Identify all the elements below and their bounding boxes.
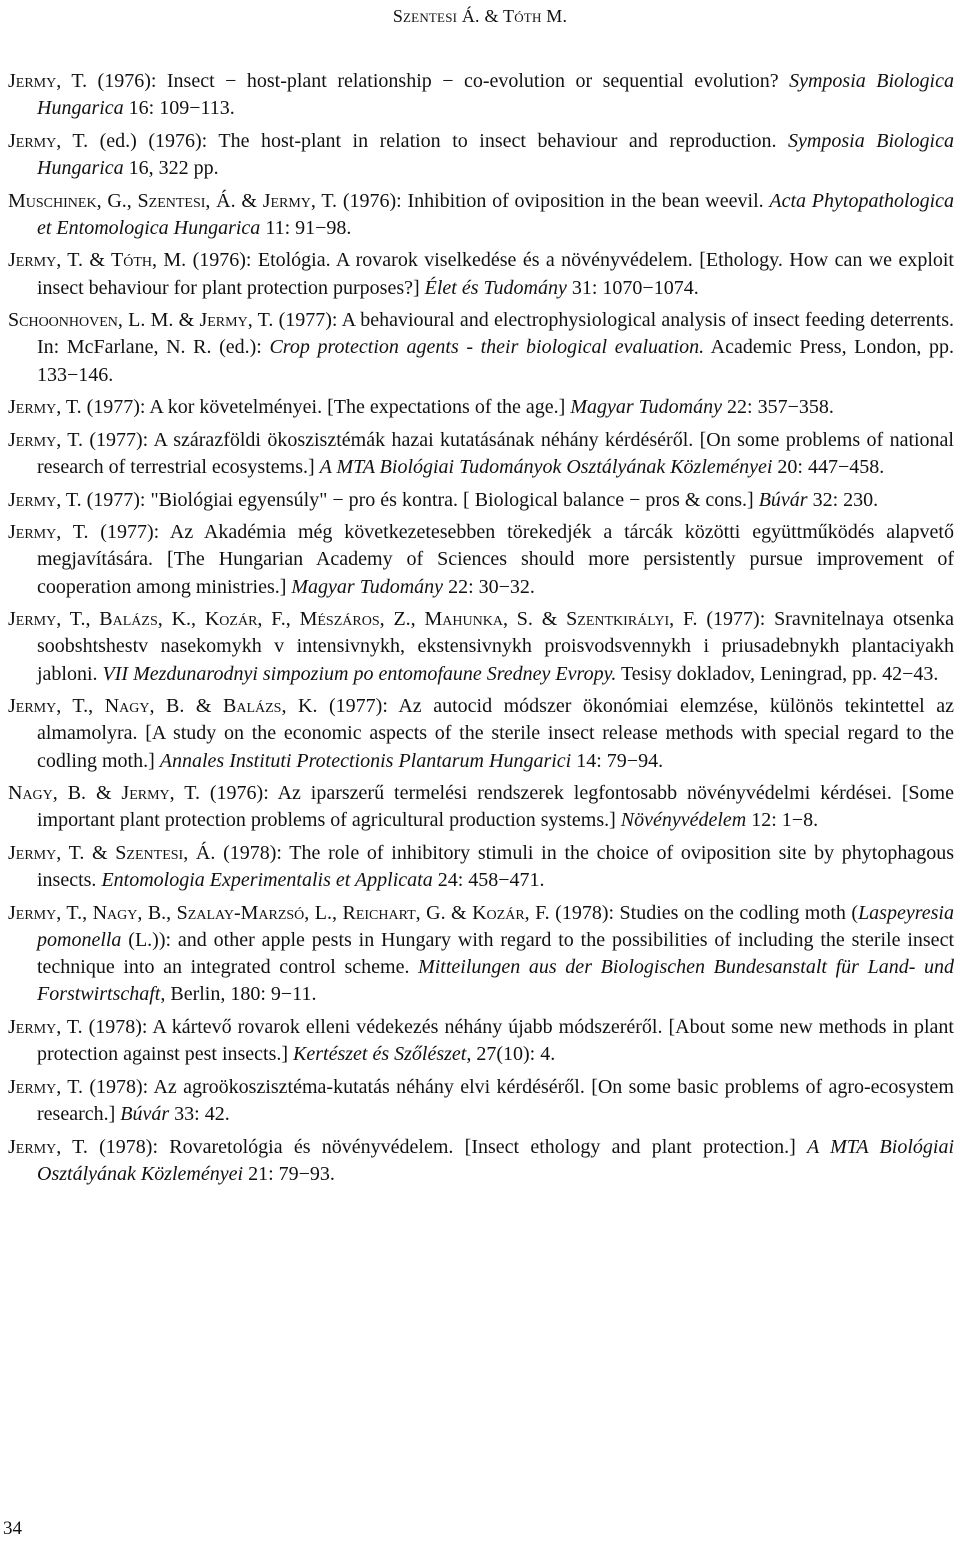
reference-authors: Jermy, T. & Szentesi, Á.	[8, 841, 216, 864]
reference-journal: Acta Phytopathologica et Entomologica Hungarica	[37, 189, 954, 239]
reference-citation: 14: 79−94.	[571, 749, 664, 772]
reference-authors: Jermy, T.	[8, 1015, 83, 1038]
reference-item	[8, 840, 954, 894]
reference-details: (1978): Az agroökoszisztéma-kutatás néhány elvi kérdéséről. [On some basic problems of agro-ecosystem research.]	[37, 1075, 954, 1125]
reference-journal: Mitteilungen aus der Biologischen Bundesanstalt für Land- und Forstwirtschaft	[37, 956, 954, 1006]
reference-journal: A MTA Biológiai Tudományok Osztályának Közleményei	[319, 455, 773, 478]
reference-citation: , 27(10): 4.	[466, 1043, 556, 1066]
reference-journal: Búvár	[758, 488, 808, 511]
reference-authors: Muschinek, G., Szentesi, Á. & Jermy, T.	[8, 189, 338, 212]
reference-item	[8, 1014, 954, 1068]
reference-authors: Jermy, T.	[8, 1135, 88, 1158]
reference-journal: Élet és Tudomány	[424, 276, 567, 299]
reference-journal: Crop protection agents - their biological evaluation.	[269, 336, 705, 359]
reference-journal: Növényvédelem	[620, 809, 747, 832]
reference-citation: 33: 42.	[169, 1102, 230, 1125]
reference-journal: Annales Instituti Protectionis Plantarum Hungarici	[159, 749, 572, 772]
reference-details: (1978): Rovaretológia és növényvédelem. [Insect ethology and plant protection.]	[87, 1135, 808, 1158]
reference-details: (ed.) (1976): The host-plant in relation to insect behaviour and reproduction.	[88, 129, 789, 152]
reference-details: (1976): Az iparszerű termelési rendszerek legfontosabb növényvédelmi kérdései. [Some important plant protection problems of agricultural production systems.]	[37, 782, 954, 832]
reference-details: (1977): Sravnitelnaya otsenka soobshtshestv nasekomykh v intensivnykh, ekstensivnykh proisvodsvennykh i priusadebnykh plantaciyakh jabloni.	[37, 608, 954, 685]
reference-item	[8, 394, 954, 421]
page-number: 34	[3, 1518, 22, 1539]
reference-item	[8, 606, 954, 688]
reference-journal: Magyar Tudomány	[291, 575, 444, 598]
reference-citation: 11: 91−98.	[260, 216, 352, 239]
reference-journal: Magyar Tudomány	[570, 396, 723, 419]
reference-authors: Jermy, T.	[8, 428, 83, 451]
reference-citation: 24: 458−471.	[432, 869, 545, 892]
reference-item	[8, 693, 954, 775]
reference-citation: 32: 230.	[807, 488, 879, 511]
reference-details: (1976): Inhibition of oviposition in the bean weevil.	[337, 189, 770, 212]
reference-authors: Jermy, T., Balázs, K., Kozár, F., Mészáros, Z., Mahunka, S. & Szentkirályi, F.	[8, 608, 698, 631]
reference-details-cont: (L.)): and other apple pests in Hungary with regard to the possibilities of including the sterile insect technique into an integrated control scheme.	[37, 928, 954, 979]
reference-authors: Jermy, T. & Tóth, M.	[8, 249, 187, 272]
reference-details: (1978): Studies on the codling moth (	[549, 901, 859, 924]
reference-citation: 16: 109−113.	[123, 97, 235, 120]
reference-details: (1977): "Biológiai egyensúly" − pro és kontra. [ Biological balance − pros & cons.]	[81, 488, 759, 511]
reference-authors: Jermy, T.	[8, 1075, 83, 1098]
reference-item	[8, 1074, 954, 1128]
reference-citation: Tesisy dokladov, Leningrad, pp. 42−43.	[616, 662, 939, 685]
reference-item	[8, 307, 954, 389]
reference-journal: Symposia Biologica Hungarica	[37, 70, 954, 120]
reference-journal: Entomologia Experimentalis et Applicata	[101, 869, 433, 892]
reference-authors: Nagy, B. & Jermy, T.	[8, 782, 200, 805]
reference-details: (1978): A kártevő rovarok elleni védekezés néhány újabb módszeréről. [About some new methods in plant protection against pest insects.]	[37, 1015, 954, 1066]
reference-details: (1977): Az Akadémia még következetesebben törekedjék a tárcák közötti együttműködés alapvető megjavítására. [The Hungarian Academy of Sciences should more persistently pursue improvement of cooperation among ministries.]	[37, 521, 954, 598]
reference-item	[8, 519, 954, 601]
reference-details: (1977): Az autocid módszer ökonómiai elemzése, különös tekintettel az almamolyra. [A study on the economic aspects of the sterile insect release methods with special regard to the codling moth.]	[37, 695, 955, 772]
reference-citation: 12: 1−8.	[746, 809, 819, 832]
reference-authors: Jermy, T.	[8, 396, 82, 419]
reference-details: (1976): Etológia. A rovarok viselkedése és a növényvédelem. [Ethology. How can we exploit insect behaviour for plant protection purposes?]	[37, 249, 954, 299]
reference-journal: A MTA Biológiai Osztályának Közleményei	[37, 1135, 954, 1185]
reference-citation: 31: 1070−1074.	[566, 276, 699, 299]
reference-list	[8, 68, 954, 1193]
reference-citation: 21: 79−93.	[243, 1162, 335, 1185]
reference-authors: Jermy, T.	[8, 488, 82, 511]
running-header: Szentesi Á. & Tóth M.	[392, 6, 568, 26]
reference-details: (1978): The role of inhibitory stimuli in the choice of oviposition site by phytophagous insects.	[37, 841, 955, 892]
reference-citation: Academic Press, London, pp. 133−146.	[37, 336, 955, 386]
reference-authors: Jermy, T.	[8, 129, 89, 152]
reference-citation: 22: 30−32.	[443, 575, 535, 598]
reference-item	[8, 188, 954, 242]
reference-authors: Jermy, T.	[8, 70, 88, 92]
reference-item	[8, 68, 954, 122]
reference-journal: VII Mezdunarodnyi simpozium po entomofaune Sredney Evropy.	[102, 662, 617, 685]
reference-authors: Jermy, T., Nagy, B., Szalay-Marzsó, L., Reichart, G. & Kozár, F.	[8, 901, 550, 924]
reference-citation: 22: 357−358.	[722, 396, 834, 419]
reference-details: (1976): Insect − host-plant relationship − co-evolution or sequential evolution?	[87, 70, 790, 92]
reference-journal: Kertészet és Szőlészet	[293, 1043, 467, 1066]
reference-item	[8, 1134, 954, 1188]
reference-item	[8, 128, 954, 182]
reference-item	[8, 900, 954, 1009]
reference-item	[8, 247, 954, 301]
reference-citation: , Berlin, 180: 9−11.	[160, 983, 317, 1006]
reference-authors: Jermy, T., Nagy, B. & Balázs, K.	[8, 695, 318, 718]
reference-authors: Schoonhoven, L. M. & Jermy, T.	[8, 309, 274, 332]
reference-item	[8, 427, 954, 481]
reference-species: Laspeyresia pomonella	[37, 901, 954, 951]
reference-authors: Jermy, T.	[8, 521, 89, 544]
reference-item	[8, 487, 954, 514]
reference-citation: 20: 447−458.	[772, 455, 885, 478]
reference-item	[8, 780, 954, 834]
reference-details: (1977): A behavioural and electrophysiological analysis of insect feeding deterrents. In: McFarlane, N. R. (ed.):	[37, 309, 954, 359]
reference-details: (1977): A kor követelményei. [The expectations of the age.]	[81, 396, 571, 419]
reference-details: (1977): A szárazföldi ökoszisztémák hazai kutatásának néhány kérdéséről. [On some problems of national research of terrestrial ecosystems.]	[37, 428, 954, 478]
reference-journal: Symposia Biologica Hungarica	[37, 129, 954, 179]
reference-journal: Búvár	[120, 1102, 170, 1125]
reference-citation: 16, 322 pp.	[123, 157, 219, 179]
